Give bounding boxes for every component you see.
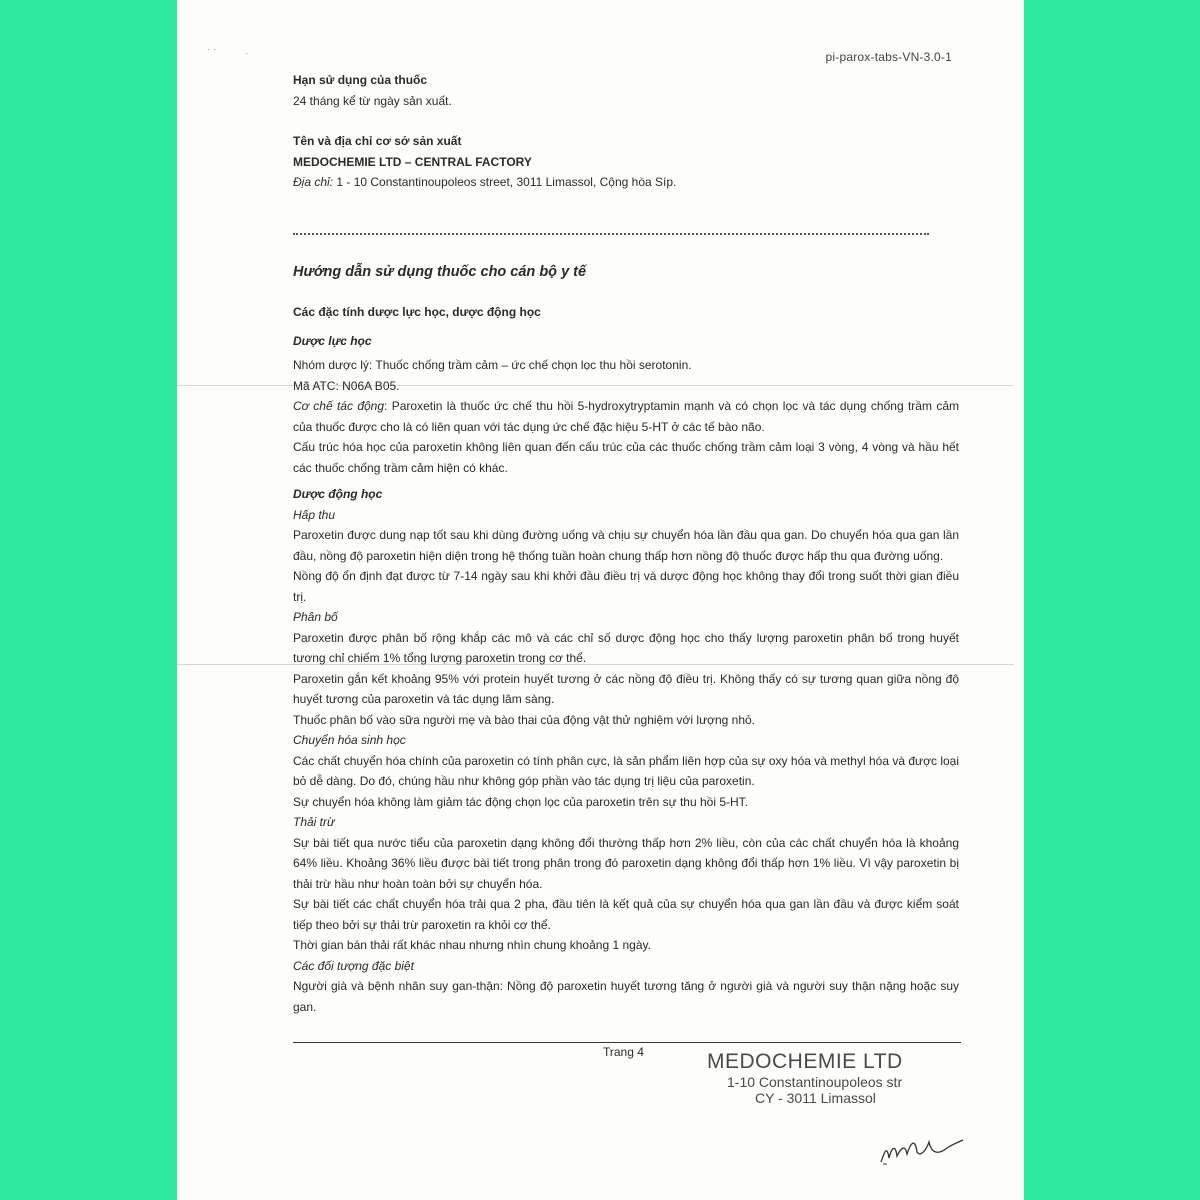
stamp-company-name: MEDOCHEMIE LTD [707, 1050, 903, 1073]
distribution-paragraph: Paroxetin được phân bố rộng khắp các mô và các chỉ số dược động học cho thấy lượng paroxetin phân bố trong huyết tương chỉ chiếm 1% tổng lượng paroxetin trong cơ thể. [293, 630, 959, 665]
distribution-paragraph: Thuốc phân bố vào sữa người mẹ và bào thai của động vật thử nghiệm với lượng nhỏ. [293, 712, 756, 727]
special-populations-heading: Các đối tượng đặc biệt [293, 958, 414, 973]
handwritten-signature [877, 1128, 967, 1168]
props-heading: Các đặc tính dược lực học, dược động học [293, 305, 541, 319]
absorption-heading: Hấp thu [293, 507, 336, 522]
elimination-paragraph: Sự bài tiết qua nước tiểu của paroxetin dạng không đổi thường thấp hơn 2% liều, còn của các chất chuyển hóa là khoảng 64% liều. Khoảng 36% liều được bài tiết trong phân trong đó paroxetin dạng không đổi thấp hơn 1% liều. Vì vậy paroxetin bị thải trừ hầu như hoàn toàn bởi sự chuyển hóa. [293, 835, 959, 891]
document-code: pi-parox-tabs-VN-3.0-1 [825, 50, 952, 64]
scan-speck: · · [207, 44, 217, 55]
main-heading: Hướng dẫn sử dụng thuốc cho cán bộ y tế [293, 263, 587, 280]
expiry-text: 24 tháng kể từ ngày sản xuất. [293, 93, 452, 108]
pharmacological-group: Nhóm dược lý: Thuốc chống trầm cảm – ức chế chọn lọc thu hồi serotonin. [293, 358, 692, 372]
atc-code: Mã ATC: N06A B05. [293, 378, 400, 393]
manufacturer-heading: Tên và địa chỉ cơ sở sản xuất [293, 134, 462, 148]
stamp-street: 1-10 Constantinoupoleos str [727, 1074, 903, 1090]
manufacturer-name: MEDOCHEMIE LTD – CENTRAL FACTORY [293, 154, 532, 169]
special-populations-paragraph: Người già và bệnh nhân suy gan-thận: Nồng độ paroxetin huyết tương tăng ở người già và người suy thận nặng hoặc suy gan. [293, 979, 959, 1014]
metabolism-heading: Chuyển hóa sinh học [293, 733, 406, 747]
mechanism-text: : Paroxetin là thuốc ức chế thu hồi 5-hydroxytryptamin mạnh và có chọn lọc và tác dụng chống trầm cảm của thuốc được cho là có liên quan với tác dụng ức chế đặc hiệu 5-HT ở các tế bào não. [293, 399, 959, 434]
expiry-heading: Hạn sử dụng của thuốc [293, 73, 428, 87]
metabolism-paragraph: Các chất chuyển hóa chính của paroxetin có tính phân cực, là sản phẩm liên hợp của sự oxy hóa và methyl hóa và được loại bỏ dễ dàng. Do đó, chúng hầu như không góp phần vào tác dụng trị liệu của paroxetin. [293, 753, 959, 788]
distribution-heading: Phân bố [293, 610, 338, 624]
document-body [293, 70, 959, 1017]
pharmacokinetics-heading: Dược động học [293, 487, 383, 501]
address-text: 1 - 10 Constantinoupoleos street, 3011 Limassol, Cộng hòa Síp. [336, 175, 677, 189]
elimination-paragraph: Sự bài tiết các chất chuyển hóa trải qua 2 pha, đầu tiên là kết quả của sự chuyển hóa qua gan lần đầu và được kiểm soát tiếp theo bởi sự thải trừ paroxetin ra khỏi cơ thể. [293, 897, 959, 932]
document-page [177, 0, 1024, 1200]
elimination-heading: Thải trừ [293, 815, 335, 829]
dotted-separator [293, 233, 929, 236]
company-stamp [707, 1050, 903, 1106]
stamp-city: CY - 3011 Limassol [755, 1090, 876, 1106]
metabolism-paragraph: Sự chuyển hóa không làm giảm tác động chọn lọc của paroxetin trên sự thu hồi 5-HT. [293, 794, 748, 809]
structure-paragraph: Cấu trúc hóa học của paroxetin không liên quan đến cấu trúc của các thuốc chống trầm cảm loại 3 vòng, 4 vòng và hầu hết các thuốc chống trầm cảm hiện có khác. [293, 440, 959, 475]
absorption-paragraph: Paroxetin được dung nạp tốt sau khi dùng đường uống và chịu sự chuyển hóa lần đầu qua gan. Do chuyển hóa qua gan lần đầu, nồng độ paroxetin hiện diện trong hệ thống tuần hoàn chung thấp hơn nồng độ thuốc được hấp thu qua đường uống. [293, 528, 959, 563]
elimination-paragraph: Thời gian bán thải rất khác nhau nhưng nhìn chung khoảng 1 ngày. [293, 938, 651, 952]
address-label: Địa chỉ: [293, 175, 334, 189]
footer-rule [293, 1042, 961, 1043]
manufacturer-address [293, 172, 959, 193]
page-number: Trang 4 [603, 1045, 644, 1059]
mechanism-paragraph [293, 396, 959, 437]
scan-speck: · [245, 48, 249, 59]
pharmacodynamics-heading: Dược lực học [293, 333, 372, 348]
distribution-paragraph: Paroxetin gắn kết khoảng 95% với protein huyết tương ở các nồng độ điều trị. Không thấy có sự tương quan giữa nồng độ huyết tương của paroxetin và tác dụng lâm sàng. [293, 671, 959, 706]
mechanism-label: Cơ chế tác động [293, 399, 385, 413]
absorption-paragraph: Nồng độ ổn định đạt được từ 7-14 ngày sau khi khởi đầu điều trị và dược động học không thay đổi trong suốt thời gian điều trị. [293, 569, 959, 604]
